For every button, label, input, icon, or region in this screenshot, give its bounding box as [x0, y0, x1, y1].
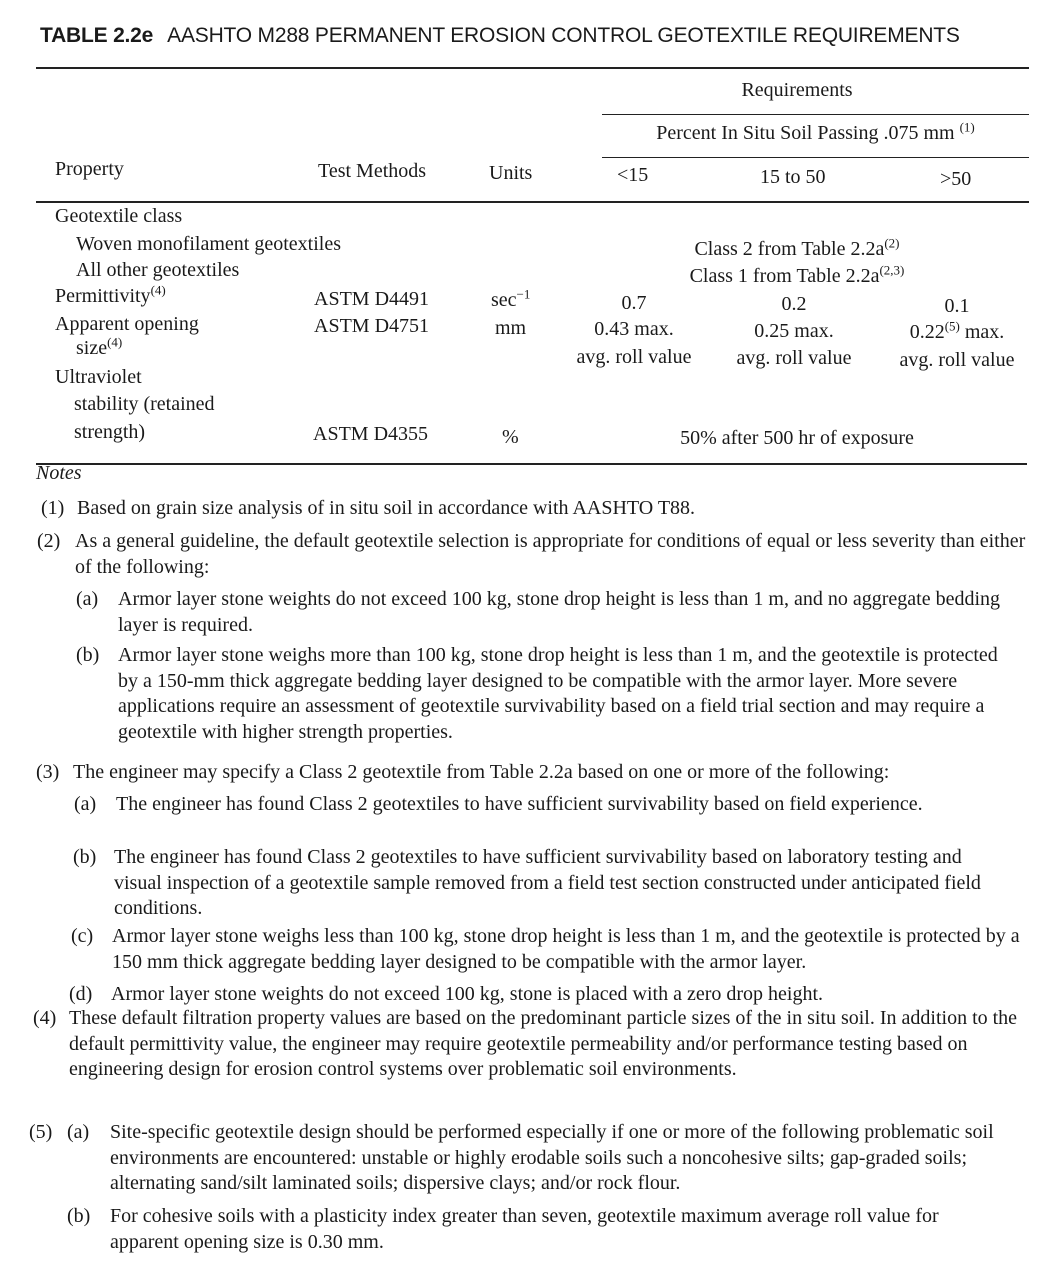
percent-footnote: (1): [959, 119, 975, 135]
header-col-gt50: >50: [940, 168, 972, 190]
other-requirement: Class 1 from Table $2.2a^{(2,3)}$: [689, 262, 905, 287]
row-geotextile-class: Geotextile class: [55, 205, 183, 227]
aos-gt50: 0.22$^{(5)}$ max.: [909, 318, 1005, 343]
row-aos-line1: Apparent opening: [55, 313, 199, 335]
permittivity-15to50: 0.2: [781, 293, 807, 315]
header-requirements: Requirements: [741, 79, 853, 101]
row-permittivity: Permittivity$^{(4)}$: [55, 282, 166, 307]
header-col-lt15: <15: [617, 164, 649, 186]
aos-method: ASTM D4751: [314, 315, 430, 337]
aos-lt15-sub: avg. roll value: [576, 346, 692, 368]
uv-method: ASTM D4355: [313, 423, 429, 445]
permittivity-unit: $\sec^{-1}$: [491, 286, 531, 311]
table-label: TABLE 2.2e: [40, 24, 154, 47]
aos-15to50-sub: avg. roll value: [736, 347, 852, 369]
header-units: Units: [489, 162, 533, 184]
row-aos-line2: size$^{(4)}$: [76, 334, 123, 359]
top-rule: [36, 67, 1029, 69]
percent-rule: [602, 157, 1029, 158]
requirements-rule: [602, 114, 1029, 115]
table-heading: AASHTO M288 PERMANENT EROSION CONTROL GEOTEXTILE REQUIREMENTS: [167, 24, 960, 47]
permittivity-gt50: 0.1: [944, 295, 970, 317]
header-rule: [36, 201, 1029, 203]
row-uv-line1: Ultraviolet: [55, 366, 142, 388]
uv-requirement: 50% after 500 hr of exposure: [680, 427, 914, 449]
table-title: [40, 24, 960, 48]
aos-unit: mm: [495, 317, 527, 339]
row-other: All other geotextiles: [76, 259, 240, 281]
permittivity-method: ASTM D4491: [314, 288, 430, 310]
header-percent-passing: Percent In Situ Soil Passing .075 mm $^{(1)}$: [656, 119, 975, 144]
header-col-15to50: 15 to 50: [760, 166, 826, 188]
row-woven: Woven monofilament geotextiles: [76, 233, 341, 255]
notes-heading: Notes: [36, 462, 82, 484]
aos-15to50: 0.25 max.: [754, 320, 834, 342]
aos-gt50-sub: avg. roll value: [899, 349, 1015, 371]
row-uv-line3: strength): [74, 421, 146, 443]
header-test-methods: Test Methods: [318, 160, 427, 182]
bottom-rule: [36, 463, 1027, 465]
aos-lt15: 0.43 max.: [594, 318, 674, 340]
uv-unit: %: [502, 426, 519, 448]
header-property: Property: [55, 158, 124, 180]
woven-requirement: Class 2 from Table $2.2a^{(2)}$: [694, 235, 900, 260]
row-uv-line2: stability (retained: [74, 393, 215, 415]
permittivity-lt15: 0.7: [621, 292, 647, 314]
